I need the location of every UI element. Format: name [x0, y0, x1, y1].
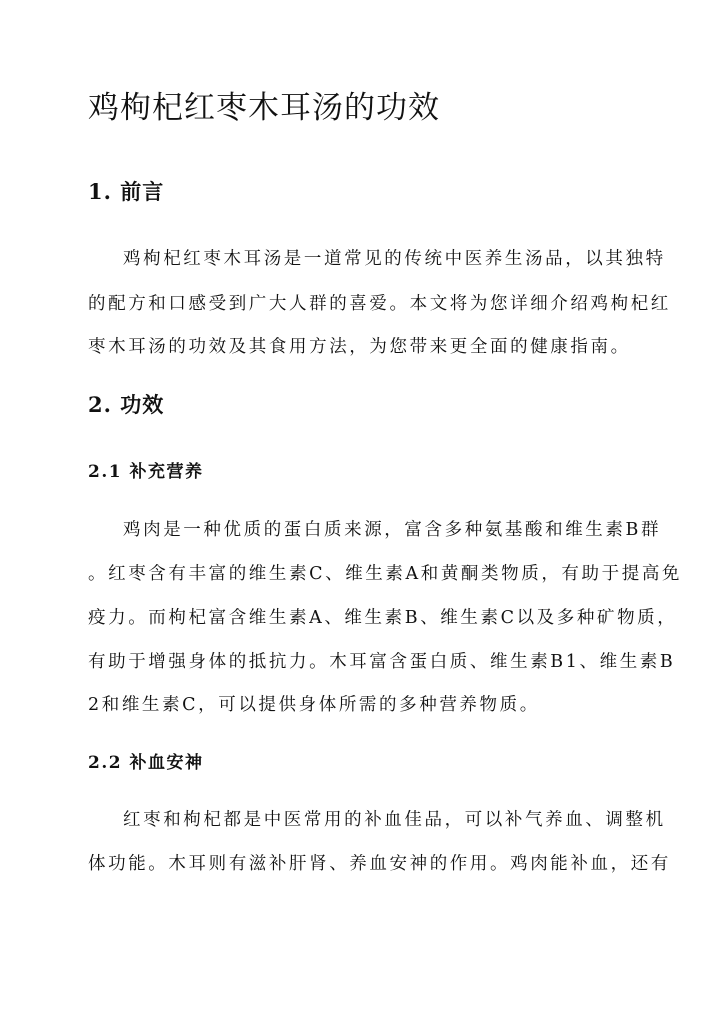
subsection-heading-blood: 2.2 补血安神 — [88, 753, 204, 773]
subsection-heading-nutrition: 2.1 补充营养 — [88, 462, 204, 482]
paragraph-line: 2和维生素C，可以提供身体所需的多种营养物质。 — [88, 695, 540, 715]
paragraph-line: 鸡枸杞红枣木耳汤是一道常见的传统中医养生汤品，以其独特 — [123, 249, 666, 269]
paragraph-line: 枣木耳汤的功效及其食用方法，为您带来更全面的健康指南。 — [88, 337, 631, 357]
paragraph-line: 体功能。木耳则有滋补肝肾、养血安神的作用。鸡肉能补血，还有 — [88, 854, 671, 874]
paragraph-line: 的配方和口感受到广大人群的喜爱。本文将为您详细介绍鸡枸杞红 — [88, 294, 671, 314]
section-heading-preface: 1. 前言 — [88, 179, 165, 204]
document-title: 鸡枸杞红枣木耳汤的功效 — [88, 90, 440, 126]
paragraph-line: 。红枣含有丰富的维生素C、维生素A和黄酮类物质，有助于提高免 — [88, 564, 683, 584]
section-heading-effects: 2. 功效 — [88, 392, 165, 417]
paragraph-line: 疫力。而枸杞富含维生素A、维生素B、维生素C以及多种矿物质， — [88, 608, 678, 628]
paragraph-line: 鸡肉是一种优质的蛋白质来源，富含多种氨基酸和维生素B群 — [123, 520, 662, 540]
paragraph-line: 红枣和枸杞都是中医常用的补血佳品，可以补气养血、调整机 — [123, 810, 666, 830]
paragraph-line: 有助于增强身体的抵抗力。木耳富含蛋白质、维生素B1、维生素B — [88, 652, 676, 672]
